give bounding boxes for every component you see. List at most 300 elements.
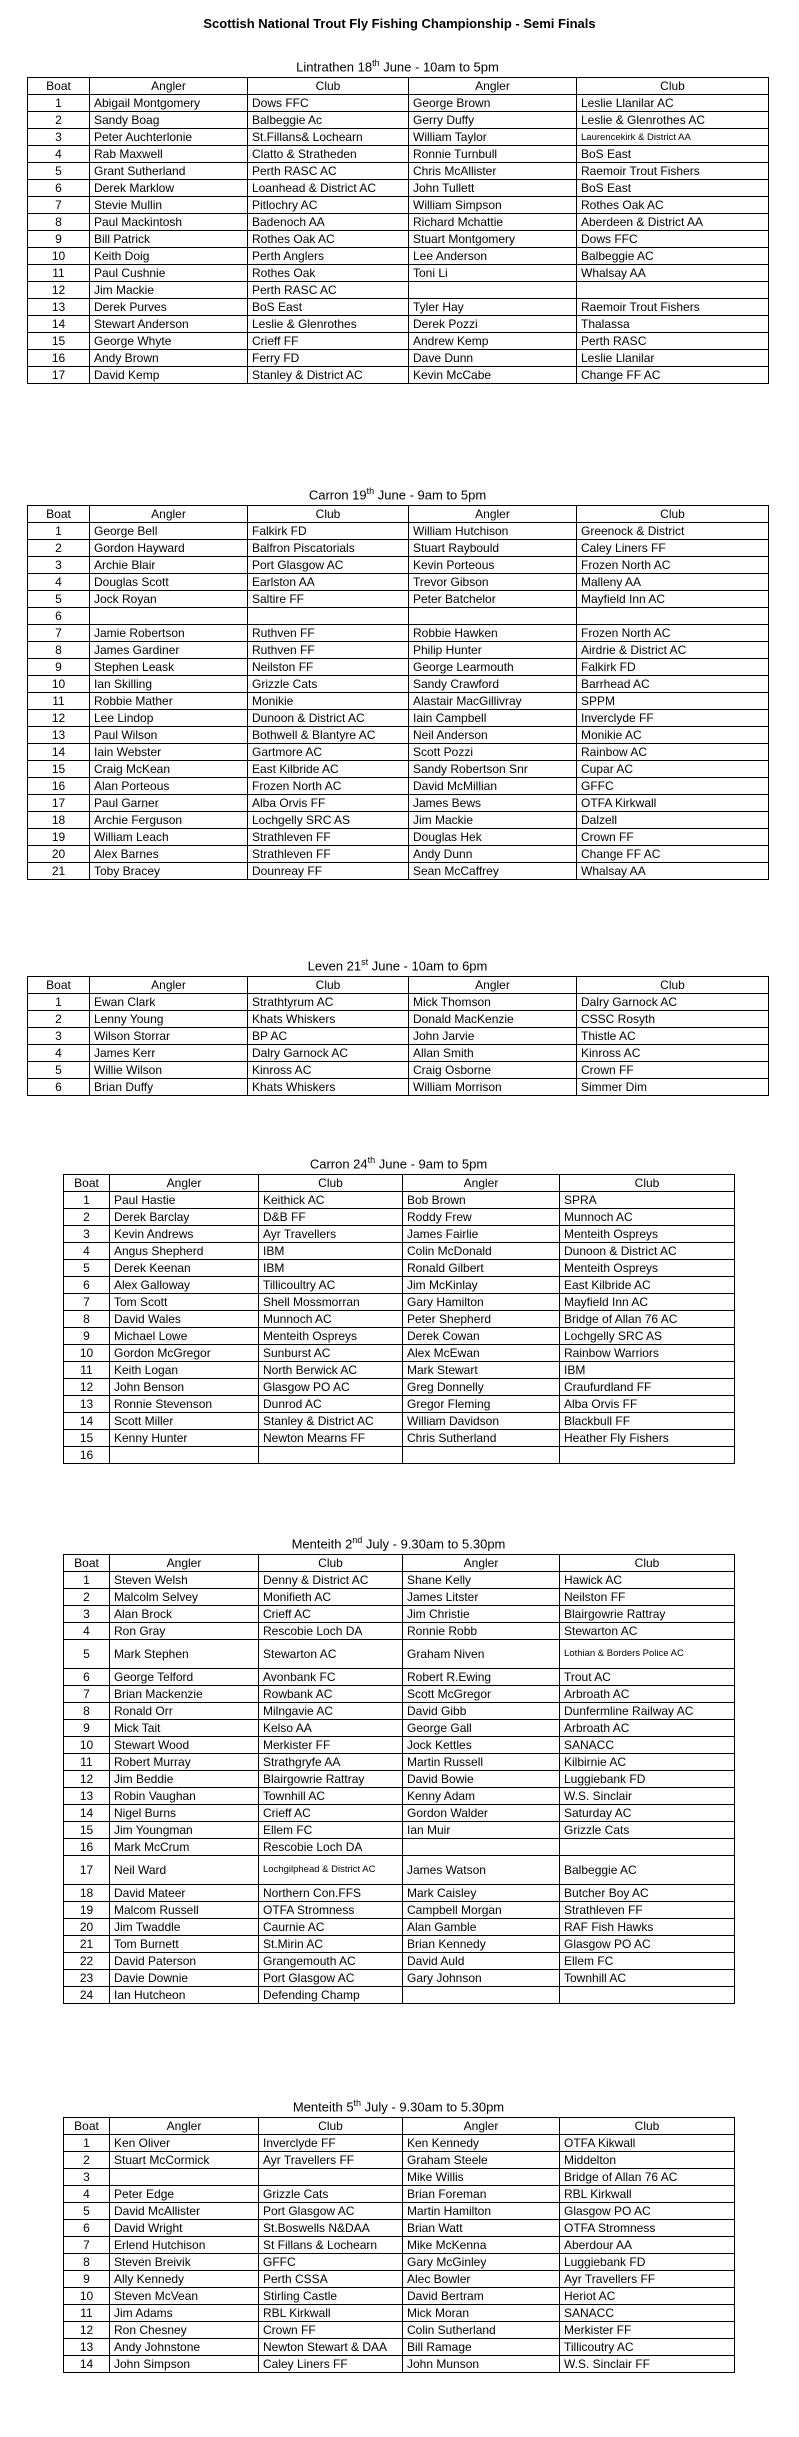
table-row	[64, 1788, 735, 1805]
table-row	[28, 112, 769, 129]
club-name: Inverclyde FF	[577, 710, 769, 727]
table-row	[28, 231, 769, 248]
angler-name: Chris McAllister	[409, 163, 577, 180]
boat-number: 12	[28, 282, 90, 299]
club-name: Defending Champ	[259, 1987, 403, 2004]
angler-name: Alex McEwan	[403, 1345, 560, 1362]
club-name: Glasgow PO AC	[560, 2203, 735, 2220]
table-row	[64, 1623, 735, 1640]
boat-number: 7	[64, 1686, 110, 1703]
club-name: Shell Mossmorran	[259, 1294, 403, 1311]
club-name	[577, 282, 769, 299]
angler-name: Jock Royan	[90, 591, 248, 608]
table-row	[28, 642, 769, 659]
table-row	[64, 1572, 735, 1589]
club-name: Monikie AC	[577, 727, 769, 744]
boat-number: 10	[28, 676, 90, 693]
boat-number: 16	[64, 1839, 110, 1856]
angler-name: George Telford	[110, 1669, 259, 1686]
boat-number: 13	[64, 1788, 110, 1805]
angler-name: Gregor Fleming	[403, 1396, 560, 1413]
club-name: Luggiebank FD	[560, 2254, 735, 2271]
boat-number: 17	[28, 795, 90, 812]
boat-number: 9	[28, 659, 90, 676]
table-row	[64, 1720, 735, 1737]
boat-number: 21	[64, 1936, 110, 1953]
table-row	[64, 1430, 735, 1447]
club-name: Neilston FF	[560, 1589, 735, 1606]
angler-name: Iain Campbell	[409, 710, 577, 727]
club-name: Denny & District AC	[259, 1572, 403, 1589]
angler-name: George Bell	[90, 523, 248, 540]
angler-name: Mike McKenna	[403, 2237, 560, 2254]
angler-name: Toby Bracey	[90, 863, 248, 880]
angler-name: Lee Anderson	[409, 248, 577, 265]
angler-name: Mark McCrum	[110, 1839, 259, 1856]
boat-number: 6	[28, 608, 90, 625]
angler-name: Allan Smith	[409, 1045, 577, 1062]
boat-number: 22	[64, 1953, 110, 1970]
club-name: Perth CSSA	[259, 2271, 403, 2288]
club-name: Newton Mearns FF	[259, 1430, 403, 1447]
club-name: Change FF AC	[577, 367, 769, 384]
boat-number: 11	[64, 2305, 110, 2322]
club-name: Craufurdland FF	[560, 1379, 735, 1396]
club-name: Blackbull FF	[560, 1413, 735, 1430]
column-header-angler: Angler	[90, 977, 248, 994]
club-name: Dalry Garnock AC	[577, 994, 769, 1011]
boat-number: 2	[28, 540, 90, 557]
club-name: Rainbow AC	[577, 744, 769, 761]
angler-name: Brian Kennedy	[403, 1936, 560, 1953]
angler-name: Jim McKinlay	[403, 1277, 560, 1294]
column-header-angler: Angler	[90, 78, 248, 95]
boat-number: 17	[28, 367, 90, 384]
boat-number: 12	[64, 1771, 110, 1788]
club-name: Leslie Llanilar AC	[577, 95, 769, 112]
club-name: Arbroath AC	[560, 1686, 735, 1703]
table-row	[64, 1902, 735, 1919]
club-name: CSSC Rosyth	[577, 1011, 769, 1028]
club-name: Strathleven FF	[248, 829, 409, 846]
club-name: Glasgow PO AC	[259, 1379, 403, 1396]
club-name: Strathleven FF	[248, 846, 409, 863]
angler-name	[90, 608, 248, 625]
angler-name: Archie Blair	[90, 557, 248, 574]
angler-name: Philip Hunter	[409, 642, 577, 659]
club-name	[560, 1839, 735, 1856]
club-name: Munnoch AC	[560, 1209, 735, 1226]
table-row	[64, 1754, 735, 1771]
table-row	[64, 2203, 735, 2220]
boat-number: 13	[64, 1396, 110, 1413]
club-name: Aberdour AA	[560, 2237, 735, 2254]
angler-name: Dave Dunn	[409, 350, 577, 367]
boat-number: 16	[28, 778, 90, 795]
table-row	[28, 197, 769, 214]
club-name	[577, 608, 769, 625]
table-row	[64, 1856, 735, 1885]
angler-name: Erlend Hutchison	[110, 2237, 259, 2254]
boat-number: 10	[64, 1345, 110, 1362]
club-name: Malleny AA	[577, 574, 769, 591]
boat-number: 2	[28, 112, 90, 129]
angler-name: Paul Mackintosh	[90, 214, 248, 231]
club-name: Pitlochry AC	[248, 197, 409, 214]
table-row	[28, 744, 769, 761]
club-name: Luggiebank FD	[560, 1771, 735, 1788]
club-name: Ellem FC	[560, 1953, 735, 1970]
club-name: Strathgryfe AA	[259, 1754, 403, 1771]
angler-name: Willie Wilson	[90, 1062, 248, 1079]
angler-name: Graham Steele	[403, 2152, 560, 2169]
table-row	[64, 2305, 735, 2322]
header-row	[64, 1175, 735, 1192]
table-row	[64, 2271, 735, 2288]
club-name: Menteith Ospreys	[560, 1226, 735, 1243]
boat-number: 16	[28, 350, 90, 367]
angler-name: Mick Thomson	[409, 994, 577, 1011]
column-header-angler: Angler	[110, 1175, 259, 1192]
club-name	[259, 2169, 403, 2186]
column-header-angler: Angler	[409, 78, 577, 95]
club-name: Grizzle Cats	[560, 1822, 735, 1839]
angler-name: John Tullett	[409, 180, 577, 197]
angler-name: Shane Kelly	[403, 1572, 560, 1589]
club-name: Saturday AC	[560, 1805, 735, 1822]
angler-name: Stewart Wood	[110, 1737, 259, 1754]
boat-number: 20	[28, 846, 90, 863]
table-row	[28, 282, 769, 299]
angler-name: Andy Johnstone	[110, 2339, 259, 2356]
table-row	[64, 1686, 735, 1703]
boat-number: 4	[28, 146, 90, 163]
angler-name	[409, 608, 577, 625]
club-name: SANACC	[560, 1737, 735, 1754]
table-row	[64, 1345, 735, 1362]
club-name: Dalry Garnock AC	[248, 1045, 409, 1062]
boat-number: 11	[28, 693, 90, 710]
table-row	[64, 2288, 735, 2305]
table-row	[64, 1805, 735, 1822]
draw-table	[63, 1174, 735, 1464]
club-name: Bothwell & Blantyre AC	[248, 727, 409, 744]
club-name: Crieff FF	[248, 333, 409, 350]
table-row	[64, 1209, 735, 1226]
boat-number: 9	[64, 1720, 110, 1737]
table-row	[28, 829, 769, 846]
column-header-club: Club	[577, 977, 769, 994]
angler-name	[403, 1839, 560, 1856]
header-row	[64, 2118, 735, 2135]
angler-name: Bob Brown	[403, 1192, 560, 1209]
club-name: Menteith Ospreys	[259, 1328, 403, 1345]
table-row	[64, 1936, 735, 1953]
table-row	[28, 994, 769, 1011]
table-row	[28, 540, 769, 557]
table-row	[28, 693, 769, 710]
angler-name: Alan Gamble	[403, 1919, 560, 1936]
club-name: Dows FFC	[248, 95, 409, 112]
angler-name: Ewan Clark	[90, 994, 248, 1011]
angler-name: George Whyte	[90, 333, 248, 350]
boat-number: 12	[28, 710, 90, 727]
angler-name: Colin McDonald	[403, 1243, 560, 1260]
club-name: Frozen North AC	[577, 625, 769, 642]
angler-name: Lenny Young	[90, 1011, 248, 1028]
table-row	[64, 1362, 735, 1379]
club-name: Ellem FC	[259, 1822, 403, 1839]
boat-number: 7	[64, 1294, 110, 1311]
angler-name: Paul Cushnie	[90, 265, 248, 282]
club-name: Clatto & Stratheden	[248, 146, 409, 163]
angler-name: Martin Hamilton	[403, 2203, 560, 2220]
boat-number: 7	[28, 625, 90, 642]
table-row	[28, 676, 769, 693]
section-title: Leven 21st June - 10am to 6pm	[307, 957, 488, 974]
table-row	[64, 1447, 735, 1464]
club-name: Frozen North AC	[248, 778, 409, 795]
angler-name: Scott Miller	[110, 1413, 259, 1430]
table-row	[64, 2356, 735, 2373]
club-name: Port Glasgow AC	[259, 2203, 403, 2220]
table-row	[28, 761, 769, 778]
boat-number: 12	[64, 1379, 110, 1396]
column-header-angler: Angler	[409, 506, 577, 523]
angler-name: Peter Shepherd	[403, 1311, 560, 1328]
angler-name: Neil Ward	[110, 1856, 259, 1885]
angler-name: Alex Barnes	[90, 846, 248, 863]
angler-name: Donald MacKenzie	[409, 1011, 577, 1028]
angler-name: Greg Donnelly	[403, 1379, 560, 1396]
table-row	[28, 863, 769, 880]
angler-name: William Taylor	[409, 129, 577, 146]
club-name: Lochgelly SRC AS	[248, 812, 409, 829]
boat-number: 12	[64, 2322, 110, 2339]
angler-name: Kevin Andrews	[110, 1226, 259, 1243]
angler-name: Mark Stewart	[403, 1362, 560, 1379]
angler-name: Ron Gray	[110, 1623, 259, 1640]
angler-name: David Paterson	[110, 1953, 259, 1970]
angler-name: William Simpson	[409, 197, 577, 214]
club-name: Merkister FF	[259, 1737, 403, 1754]
angler-name: Ian Muir	[403, 1822, 560, 1839]
boat-number: 4	[64, 2186, 110, 2203]
club-name: Alba Orvis FF	[560, 1396, 735, 1413]
club-name: Monifieth AC	[259, 1589, 403, 1606]
club-name: Trout AC	[560, 1669, 735, 1686]
club-name: Grizzle Cats	[259, 2186, 403, 2203]
angler-name: George Gall	[403, 1720, 560, 1737]
angler-name: Scott Pozzi	[409, 744, 577, 761]
club-name: Lochgilphead & District AC	[259, 1856, 403, 1885]
table-row	[28, 367, 769, 384]
angler-name: Michael Lowe	[110, 1328, 259, 1345]
angler-name: Robert R.Ewing	[403, 1669, 560, 1686]
table-row	[64, 1243, 735, 1260]
angler-name: Ronnie Stevenson	[110, 1396, 259, 1413]
boat-number: 23	[64, 1970, 110, 1987]
boat-number: 5	[64, 2203, 110, 2220]
table-row	[28, 1011, 769, 1028]
angler-name: Ally Kennedy	[110, 2271, 259, 2288]
column-header-club: Club	[560, 2118, 735, 2135]
angler-name: Alastair MacGillivray	[409, 693, 577, 710]
angler-name: Robin Vaughan	[110, 1788, 259, 1805]
angler-name: David Wright	[110, 2220, 259, 2237]
column-header-boat: Boat	[28, 977, 90, 994]
table-row	[28, 710, 769, 727]
club-name: IBM	[560, 1362, 735, 1379]
section-title: Lintrathen 18th June - 10am to 5pm	[296, 58, 499, 75]
club-name: Grangemouth AC	[259, 1953, 403, 1970]
boat-number: 11	[64, 1362, 110, 1379]
angler-name: Kenny Adam	[403, 1788, 560, 1805]
angler-name: James Gardiner	[90, 642, 248, 659]
club-name: North Berwick AC	[259, 1362, 403, 1379]
boat-number: 11	[28, 265, 90, 282]
column-header-club: Club	[577, 506, 769, 523]
boat-number: 13	[28, 727, 90, 744]
column-header-boat: Boat	[64, 1175, 110, 1192]
club-name: Inverclyde FF	[259, 2135, 403, 2152]
table-row	[64, 1192, 735, 1209]
boat-number: 3	[64, 2169, 110, 2186]
boat-number: 6	[64, 1669, 110, 1686]
club-name: Rescobie Loch DA	[259, 1623, 403, 1640]
angler-name: David Gibb	[403, 1703, 560, 1720]
angler-name: Jim Youngman	[110, 1822, 259, 1839]
club-name: St.Fillans& Lochearn	[248, 129, 409, 146]
boat-number: 1	[28, 523, 90, 540]
club-name: Strathtyrum AC	[248, 994, 409, 1011]
club-name: Dalzell	[577, 812, 769, 829]
angler-name: Steven Welsh	[110, 1572, 259, 1589]
angler-name: Sandy Boag	[90, 112, 248, 129]
angler-name: James Kerr	[90, 1045, 248, 1062]
table-row	[28, 523, 769, 540]
column-header-boat: Boat	[28, 506, 90, 523]
club-name: BP AC	[248, 1028, 409, 1045]
boat-number: 1	[64, 1572, 110, 1589]
angler-name: Jamie Robertson	[90, 625, 248, 642]
club-name: Townhill AC	[259, 1788, 403, 1805]
angler-name: Jim Beddie	[110, 1771, 259, 1788]
club-name: Stewarton AC	[560, 1623, 735, 1640]
club-name: Badenoch AA	[248, 214, 409, 231]
column-header-angler: Angler	[403, 1175, 560, 1192]
boat-number: 5	[28, 1062, 90, 1079]
boat-number: 6	[64, 1277, 110, 1294]
boat-number: 24	[64, 1987, 110, 2004]
angler-name: Brian Mackenzie	[110, 1686, 259, 1703]
club-name: Sunburst AC	[259, 1345, 403, 1362]
column-header-club: Club	[560, 1555, 735, 1572]
column-header-club: Club	[577, 78, 769, 95]
club-name: IBM	[259, 1260, 403, 1277]
angler-name: Alex Galloway	[110, 1277, 259, 1294]
angler-name: Rab Maxwell	[90, 146, 248, 163]
club-name: Munnoch AC	[259, 1311, 403, 1328]
angler-name: Douglas Scott	[90, 574, 248, 591]
club-name: RAF Fish Hawks	[560, 1919, 735, 1936]
table-row	[64, 1703, 735, 1720]
table-row	[64, 1771, 735, 1788]
angler-name: Andy Dunn	[409, 846, 577, 863]
angler-name: Derek Pozzi	[409, 316, 577, 333]
club-name: Rothes Oak	[248, 265, 409, 282]
club-name: Avonbank FC	[259, 1669, 403, 1686]
angler-name: John Benson	[110, 1379, 259, 1396]
column-header-club: Club	[248, 78, 409, 95]
boat-number: 2	[28, 1011, 90, 1028]
club-name: Leslie Llanilar	[577, 350, 769, 367]
boat-number: 18	[28, 812, 90, 829]
table-row	[64, 2169, 735, 2186]
table-row	[64, 1260, 735, 1277]
club-name	[560, 1987, 735, 2004]
club-name: Alba Orvis FF	[248, 795, 409, 812]
angler-name: David Mateer	[110, 1885, 259, 1902]
boat-number: 3	[64, 1606, 110, 1623]
club-name: Stewarton AC	[259, 1640, 403, 1669]
club-name: Middelton	[560, 2152, 735, 2169]
angler-name: Ken Oliver	[110, 2135, 259, 2152]
club-name: Leslie & Glenrothes	[248, 316, 409, 333]
angler-name: Mick Tait	[110, 1720, 259, 1737]
angler-name: James Watson	[403, 1856, 560, 1885]
club-name: Bridge of Allan 76 AC	[560, 1311, 735, 1328]
angler-name: Bill Ramage	[403, 2339, 560, 2356]
table-row	[64, 1328, 735, 1345]
boat-number: 6	[64, 2220, 110, 2237]
angler-name: Grant Sutherland	[90, 163, 248, 180]
club-name: St Fillans & Lochearn	[259, 2237, 403, 2254]
angler-name: Jim Mackie	[90, 282, 248, 299]
table-row	[28, 557, 769, 574]
table-row	[28, 333, 769, 350]
angler-name: John Jarvie	[409, 1028, 577, 1045]
table-row	[28, 795, 769, 812]
club-name: Glasgow PO AC	[560, 1936, 735, 1953]
club-name: Rainbow Warriors	[560, 1345, 735, 1362]
angler-name: Colin Sutherland	[403, 2322, 560, 2339]
angler-name: David McAllister	[110, 2203, 259, 2220]
angler-name: Gerry Duffy	[409, 112, 577, 129]
angler-name: Robert Murray	[110, 1754, 259, 1771]
angler-name: Alan Brock	[110, 1606, 259, 1623]
club-name: Ferry FD	[248, 350, 409, 367]
column-header-club: Club	[259, 1555, 403, 1572]
club-name: Khats Whiskers	[248, 1079, 409, 1096]
angler-name: Campbell Morgan	[403, 1902, 560, 1919]
boat-number: 13	[64, 2339, 110, 2356]
club-name: St.Boswells N&DAA	[259, 2220, 403, 2237]
angler-name: Mike Willis	[403, 2169, 560, 2186]
angler-name	[403, 1987, 560, 2004]
club-name: Crieff AC	[259, 1805, 403, 1822]
table-row	[28, 180, 769, 197]
boat-number: 1	[28, 95, 90, 112]
header-row	[28, 506, 769, 523]
club-name: Kilbirnie AC	[560, 1754, 735, 1771]
angler-name: Roddy Frew	[403, 1209, 560, 1226]
club-name: Frozen North AC	[577, 557, 769, 574]
boat-number: 8	[64, 2254, 110, 2271]
angler-name: Stuart McCormick	[110, 2152, 259, 2169]
boat-number: 3	[28, 129, 90, 146]
table-row	[28, 265, 769, 282]
